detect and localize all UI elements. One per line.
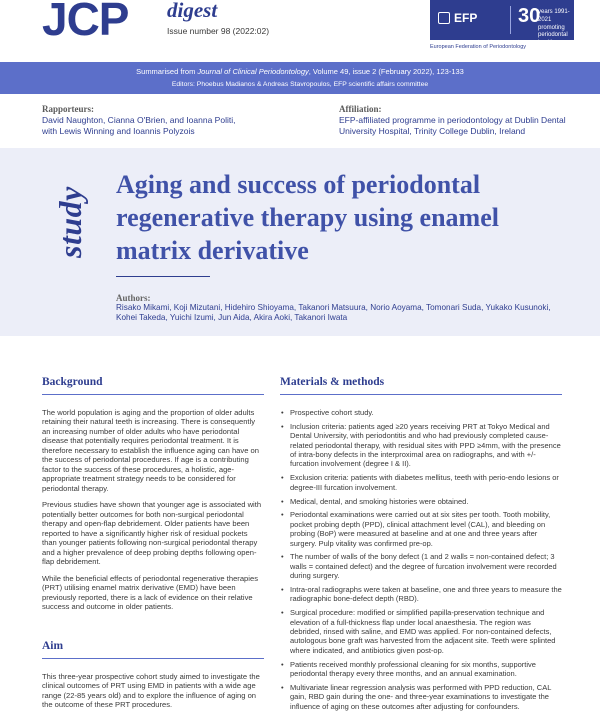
aim-rule bbox=[42, 658, 264, 659]
methods-item: • Multivariate linear regression analysis was performed with PPD reduction, CAL gain, RBD gain during the one- and three-year examinations to investigate the influence of aging on these outcomes after adjusting for confounders. bbox=[280, 683, 562, 711]
efp-anniversary-number: 30 bbox=[518, 5, 541, 27]
affiliation-line-2: University Hospital, Trinity College Dublin, Ireland bbox=[339, 125, 526, 136]
journal-name: Journal of Clinical Periodontology bbox=[197, 67, 309, 76]
methods-heading: Materials & methods bbox=[280, 376, 385, 388]
citation-line bbox=[0, 67, 600, 76]
efp-anniversary-text: years 1991-2021 promoting periodontal health bbox=[538, 9, 570, 47]
digest-logo: digest bbox=[167, 0, 218, 22]
methods-rule bbox=[280, 394, 562, 395]
background-paragraph-1: The world population is aging and the proportion of older adults retaining their natural teeth is increasing. There is consequently an increasing number of older adults who have periodontal disease that potentially requires periodontal treatment. It is therefore necessary to establish the influence aging can have on the success of periodontal procedures. If age is a contributing factor to the success of these procedures, a holistic, age-appropriate treatment strategy needs to be considered for periodontal therapy. bbox=[42, 408, 259, 493]
aim-section bbox=[42, 672, 264, 717]
title-divider bbox=[116, 276, 210, 277]
methods-list bbox=[280, 408, 562, 716]
study-side-label: study bbox=[52, 186, 88, 258]
rapporteurs-line-1: David Naughton, Cianna O'Brien, and Ioanna Politi, bbox=[42, 115, 236, 126]
authors-label: Authors: bbox=[116, 293, 151, 303]
methods-item: • Surgical procedure: modified or simplified papilla-preservation technique and elevation of a full-thickness flap under local anaesthesia. The region was debrided, rinsed with saline, and EMD was applied. For non-contained defects, autologous bone graft was harvested from the adjacent site. Teeth were splinted where indicated, and antibiotics given post-op. bbox=[280, 608, 562, 655]
rapporteurs-block bbox=[42, 104, 272, 137]
methods-item: • Intra-oral radiographs were taken at baseline, one and three years to measure the radiographic bone-defect depth (RBD). bbox=[280, 585, 562, 604]
aim-heading: Aim bbox=[42, 640, 64, 652]
background-paragraph-3: While the beneficial effects of periodontal regenerative therapies (PRT) utilising enamel matrix derivative (EMD) have been previously reported, there is a lack of evidence on their relative success and outcome in older patients. bbox=[42, 573, 258, 612]
methods-item: • Prospective cohort study. bbox=[280, 408, 562, 417]
methods-item: • Exclusion criteria: patients with diabetes mellitus, teeth with perio-endo lesions or degree-III furcation involvement. bbox=[280, 473, 562, 492]
rapporteurs-label: Rapporteurs: bbox=[42, 104, 94, 114]
efp-divider bbox=[510, 6, 511, 34]
methods-item: • Periodontal examinations were carried out at six sites per tooth. Tooth mobility, pocket probing depth (PPD), clinical attachment level (CAL), and bleeding on probing (BoP) were measured at baseline and at one and three years after surgery. Pulp vitality was confirmed pre-op. bbox=[280, 510, 562, 548]
background-rule bbox=[42, 394, 264, 395]
affiliation-label: Affiliation: bbox=[339, 104, 382, 114]
methods-item: • Patients received monthly professional cleaning for six months, supportive periodontal therapy every three months, and an annual examination. bbox=[280, 660, 562, 679]
background-section bbox=[42, 408, 264, 619]
page-title: Aging and success of periodontal regenerative therapy using enamel matrix derivative bbox=[116, 170, 499, 265]
aim-paragraph: This three-year prospective cohort study aimed to investigate the clinical outcomes of PRT using EMD in patients with a wide age range (22-85 years old) and to explore the influence of aging on the outcome of these PRT procedures. bbox=[42, 672, 260, 710]
efp-name: EFP bbox=[454, 11, 478, 25]
citation-details: , Volume 49, issue 2 (February 2022), 123-133 bbox=[308, 67, 464, 76]
efp-caption: European Federation of Periodontology bbox=[430, 44, 527, 50]
methods-item: • Medical, dental, and smoking histories were obtained. bbox=[280, 497, 562, 506]
rapporteurs-line-2: with Lewis Winning and Ioannis Polyzois bbox=[42, 125, 195, 136]
methods-item: • Inclusion criteria: patients aged ≥20 years receiving PRT at Tokyo Medical and Dental University, with periodontitis and who had previously completed cause-related periodontal therapy, with residual sites with PPD ≥4mm, with the presence of intra-bony defects in the interproximal area on radiographs, and with +/- furcation involvement (degree I & II). bbox=[280, 422, 562, 469]
editors-line: Editors: Phoebus Madianos & Andreas Stavropoulos, EFP scientific affairs committee bbox=[171, 81, 429, 88]
issue-number: Issue number 98 (2022:02) bbox=[167, 26, 270, 36]
page-header bbox=[0, 0, 600, 60]
jcp-logo: JCP bbox=[42, 0, 129, 45]
affiliation-block bbox=[339, 104, 569, 137]
background-paragraph-2: Previous studies have shown that younger age is associated with potentially better outcomes for both non-surgical periodontal therapy and open-flap debridement. Older patients have been reported to have a significantly higher risk of residual pockets than younger patients following non-surgical periodontal therapy and a higher prevalence of deep probing depths following open-flap debridement. bbox=[42, 500, 262, 567]
authors-list: Risako Mikami, Koji Mizutani, Hidehiro Shioyama, Takanori Matsuura, Norio Aoyama, Tomonari Suda, Yukako Kusunoki, Kohei Takeda, Yuichi Izumi, Jun Aida, Akira Aoki, Takanori Iwata bbox=[116, 303, 551, 323]
efp-mark-icon bbox=[438, 12, 450, 24]
citation-prefix: Summarised from bbox=[136, 67, 196, 76]
citation-band bbox=[0, 62, 600, 94]
methods-item: • The number of walls of the bony defect (1 and 2 walls = non-contained defect; 3 walls = contained defect) and the degree of furcation involvement were recorded during surgery. bbox=[280, 552, 562, 580]
background-heading: Background bbox=[42, 376, 103, 388]
affiliation-line-1: EFP-affiliated programme in periodontology at Dublin Dental bbox=[339, 115, 566, 126]
